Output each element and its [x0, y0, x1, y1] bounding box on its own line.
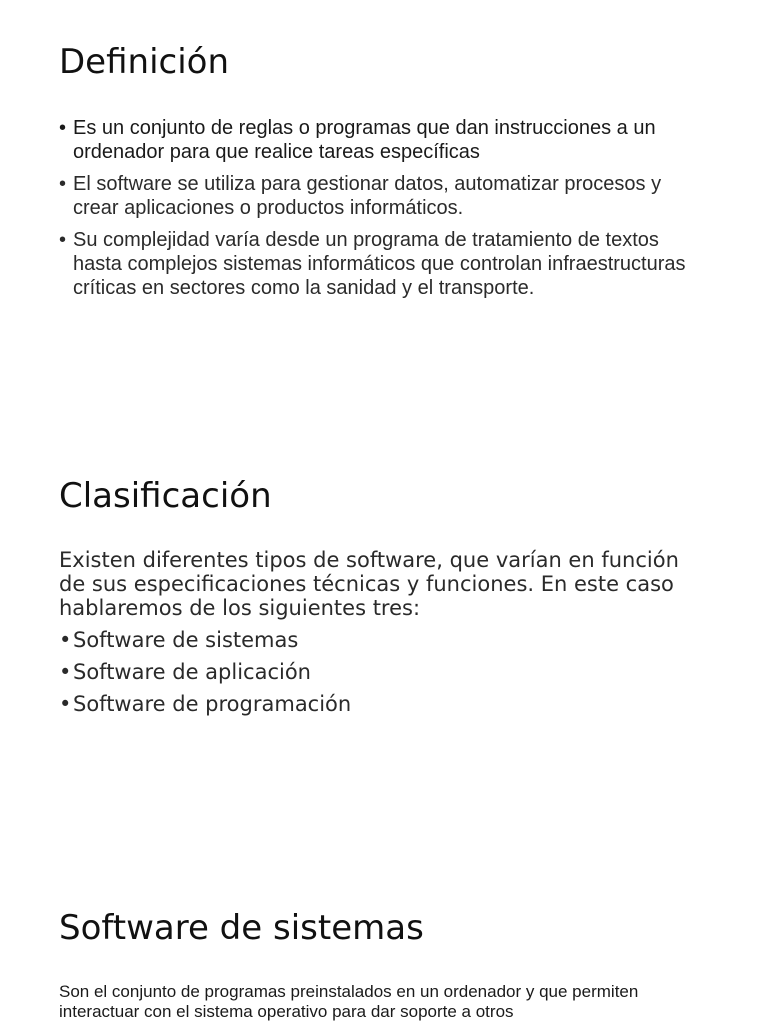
- bullet-icon: •: [59, 691, 72, 716]
- definicion-bullet-2: [59, 172, 708, 220]
- bullet-text: Es un conjunto de reglas o programas que dan instrucciones a un ordenador para que realice tareas específicas: [73, 116, 656, 163]
- bullet-icon: •: [59, 172, 67, 195]
- definicion-bullet-3: [59, 228, 708, 300]
- bullet-text: Software de sistemas: [73, 627, 299, 652]
- software-sistemas-title: Software de sistemas: [59, 908, 424, 948]
- definicion-bullet-1: [59, 116, 708, 164]
- bullet-icon: •: [59, 627, 72, 652]
- software-sistemas-text: Son el conjunto de programas preinstalados en un ordenador y que permiten interactuar con el sistema operativo para dar soporte a otros: [59, 981, 639, 1021]
- section-software-sistemas: [59, 908, 708, 1022]
- clasificacion-bullet-2: [59, 660, 708, 684]
- definicion-bullet-list: [59, 116, 708, 300]
- section-definicion: [59, 42, 708, 308]
- section-clasificacion: [59, 476, 708, 724]
- clasificacion-bullet-3: [59, 692, 708, 716]
- bullet-icon: •: [59, 659, 72, 684]
- clasificacion-title: Clasificación: [59, 476, 272, 516]
- bullet-text: El software se utiliza para gestionar datos, automatizar procesos y crear aplicaciones o productos informáticos.: [73, 172, 662, 219]
- bullet-text: Software de programación: [73, 691, 352, 716]
- definicion-title: Definición: [59, 42, 229, 82]
- bullet-text: Su complejidad varía desde un programa de tratamiento de textos hasta complejos sistemas informáticos que controlan infraestructuras críticas en sectores como la sanidad y el transporte.: [73, 228, 686, 299]
- bullet-icon: •: [59, 116, 67, 139]
- clasificacion-bullet-list: [59, 628, 708, 716]
- clasificacion-intro: Existen diferentes tipos de software, que varían en función de sus especificaciones técnicas y funciones. En este caso hablaremos de los siguientes tres:: [59, 547, 679, 620]
- bullet-text: Software de aplicación: [73, 659, 311, 684]
- bullet-icon: •: [59, 228, 67, 251]
- clasificacion-bullet-1: [59, 628, 708, 652]
